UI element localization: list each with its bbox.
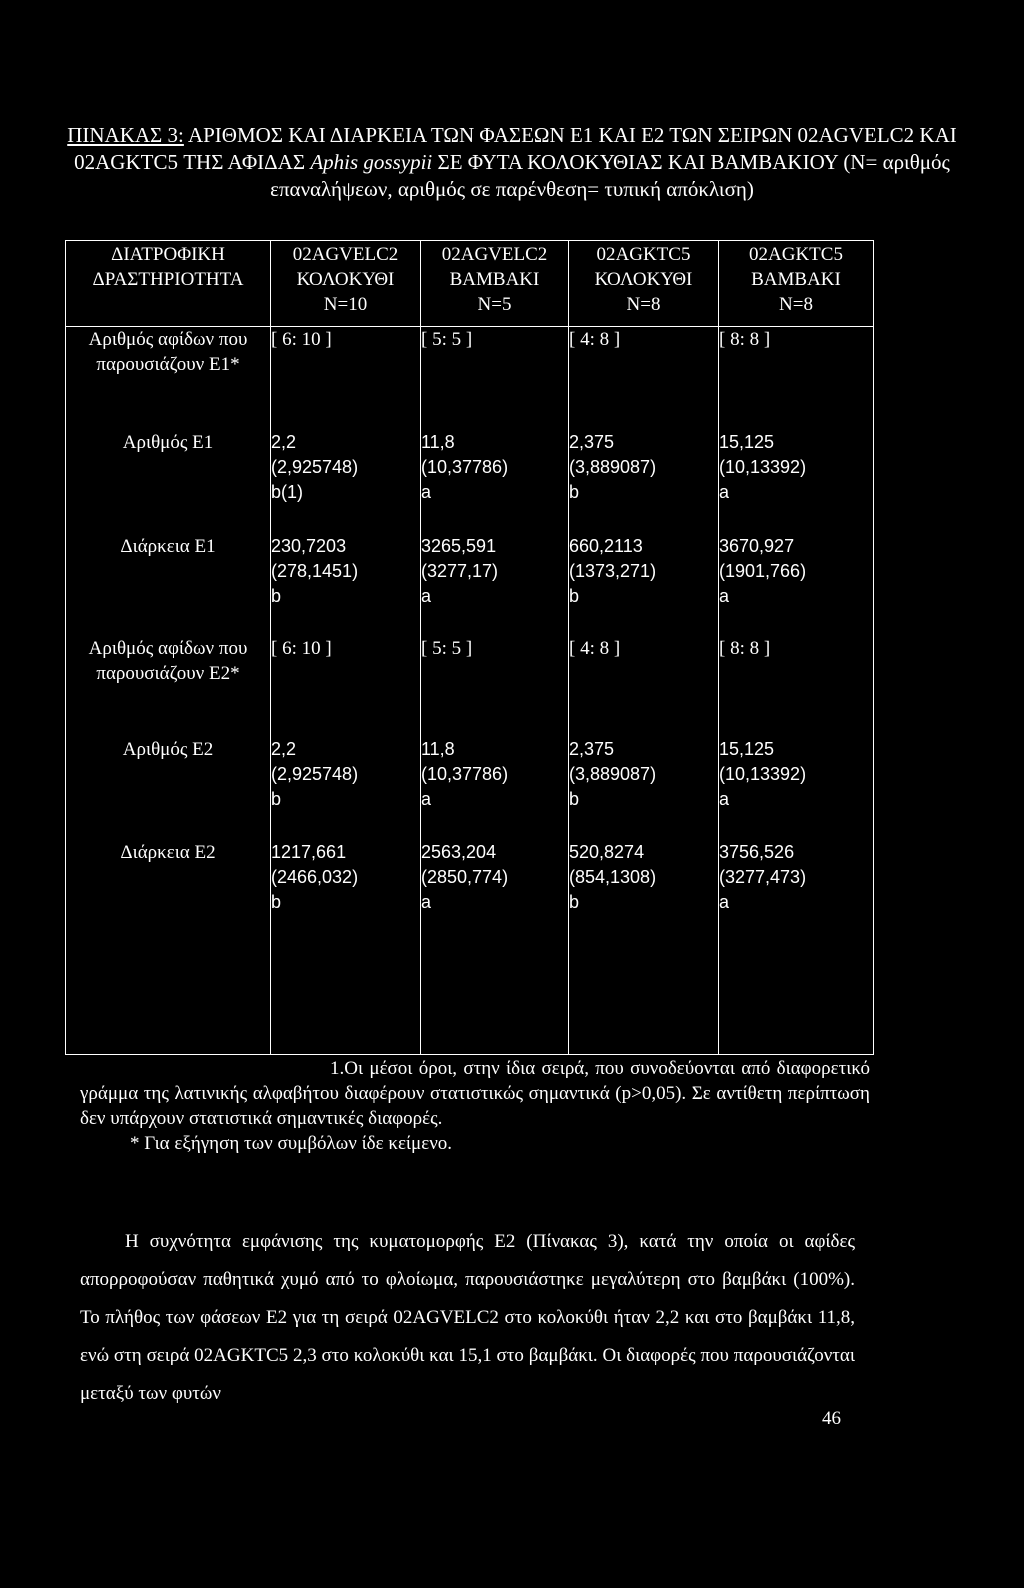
- paragraph-text: Η συχνότητα εμφάνισης της κυματομορφής Ε2 (Πίνακας 3), κατά την οποία οι αφίδες απορροφούσαν παθητικά χυμό από το φλοίωμα, παρουσιάστηκε μεγαλύτερη στο βαμβάκι (100%). Το πλήθος των φάσεων Ε2 για τη σειρά 02AGVELC2 στο κολοκύθι ήταν 2,2 και στο βαμβάκι 11,8, ενώ στη σειρά 02AGKTC5 2,3 στο κολοκύθι και 15,1 στο βαμβάκι. Οι διαφορές που παρουσιάζονται μεταξύ των φυτών: [80, 1231, 855, 1404]
- caption-text-1: ΑΡΙΘΜΟΣ ΚΑΙ ΔΙΑΡΚΕΙΑ ΤΩΝ ΦΑΣΕΩΝ Ε1 ΚΑΙ Ε2 ΤΩΝ ΣΕΙΡΩΝ 02AGVELC2 ΚΑΙ 02AGKTC5 ΤΗΣ ΑΦΙΔΑΣ: [74, 123, 957, 174]
- table-cell: [ 6: 10 ]: [271, 327, 421, 430]
- header-col-2: 02AGVELC2 ΒΑΜΒΑΚΙ Ν=5: [421, 241, 569, 327]
- table-cell: 2563,204 (2850,774) a: [421, 840, 569, 1055]
- table-row: [66, 430, 874, 534]
- table-cell: 11,8 (10,37786) a: [421, 430, 569, 534]
- table-cell: 520,8274 (854,1308) b: [569, 840, 719, 1055]
- table-cell: 1217,661 (2466,032) b: [271, 840, 421, 1055]
- header-col-1: 02AGVELC2 ΚΟΛΟΚΥΘΙ Ν=10: [271, 241, 421, 327]
- table-cell: [ 5: 5 ]: [421, 327, 569, 430]
- table-caption: [60, 122, 964, 203]
- table-cell: [ 4: 8 ]: [569, 327, 719, 430]
- table-cell: [ 5: 5 ]: [421, 636, 569, 737]
- table-cell: 2,375 (3,889087) b: [569, 430, 719, 534]
- table-cell: 3756,526 (3277,473) a: [719, 840, 874, 1055]
- table-cell: [ 6: 10 ]: [271, 636, 421, 737]
- table-cell: 3670,927 (1901,766) a: [719, 534, 874, 636]
- body-paragraph: [80, 1223, 855, 1413]
- table-row: [66, 534, 874, 636]
- table-header-row: [66, 241, 874, 327]
- row-label: Αριθμός αφίδων που παρουσιάζουν Ε2*: [66, 636, 271, 737]
- table-row: [66, 840, 874, 1055]
- table-cell: 660,2113 (1373,271) b: [569, 534, 719, 636]
- caption-text-2: ΣΕ ΦΥΤΑ ΚΟΛΟΚΥΘΙΑΣ ΚΑΙ ΒΑΜΒΑΚΙΟΥ (Ν= αριθμός επαναλήψεων, αριθμός σε παρένθεση= τυπική απόκλιση): [270, 150, 950, 201]
- table-cell: 2,2 (2,925748) b: [271, 737, 421, 840]
- row-label: Διάρκεια Ε1: [66, 534, 271, 636]
- results-table: [65, 240, 874, 1055]
- table-cell: 11,8 (10,37786) a: [421, 737, 569, 840]
- row-label: Αριθμός Ε1: [66, 430, 271, 534]
- header-col-3: 02AGKTC5 ΚΟΛΟΚΥΘΙ Ν=8: [569, 241, 719, 327]
- page-number: 46: [822, 1408, 841, 1429]
- table-cell: 15,125 (10,13392) a: [719, 737, 874, 840]
- table-cell: 15,125 (10,13392) a: [719, 430, 874, 534]
- table-cell: 2,2 (2,925748) b(1): [271, 430, 421, 534]
- table-cell: 3265,591 (3277,17) a: [421, 534, 569, 636]
- species-name: Aphis gossypii: [310, 150, 433, 174]
- table-row: [66, 327, 874, 430]
- note-symbols: * Για εξήγηση των συμβόλων ίδε κείμενο.: [130, 1133, 453, 1154]
- table-cell: [ 8: 8 ]: [719, 327, 874, 430]
- table-row: [66, 737, 874, 840]
- note-significance: 1.Οι μέσοι όροι, στην ίδια σειρά, που συνοδεύονται από διαφορετικό γράμμα της λατινικής αλφαβήτου διαφέρουν στατιστικώς σημαντικά (p>0,05). Σε αντίθετη περίπτωση δεν υπάρχουν στατιστικά σημαντικές διαφορές.: [80, 1058, 870, 1129]
- table-label: ΠΙΝΑΚΑΣ 3:: [67, 123, 184, 147]
- table-cell: [ 4: 8 ]: [569, 636, 719, 737]
- table-cell: 230,7203 (278,1451) b: [271, 534, 421, 636]
- table-row: [66, 636, 874, 737]
- row-label: Αριθμός αφίδων που παρουσιάζουν Ε1*: [66, 327, 271, 430]
- header-activity: ΔΙΑΤΡΟΦΙΚΗ ΔΡΑΣΤΗΡΙΟΤΗΤΑ: [66, 241, 271, 327]
- table-cell: 2,375 (3,889087) b: [569, 737, 719, 840]
- table-cell: [ 8: 8 ]: [719, 636, 874, 737]
- row-label: Διάρκεια Ε2: [66, 840, 271, 1055]
- table-notes: [80, 1056, 870, 1156]
- row-label: Αριθμός Ε2: [66, 737, 271, 840]
- header-col-4: 02AGKTC5 ΒΑΜΒΑΚΙ Ν=8: [719, 241, 874, 327]
